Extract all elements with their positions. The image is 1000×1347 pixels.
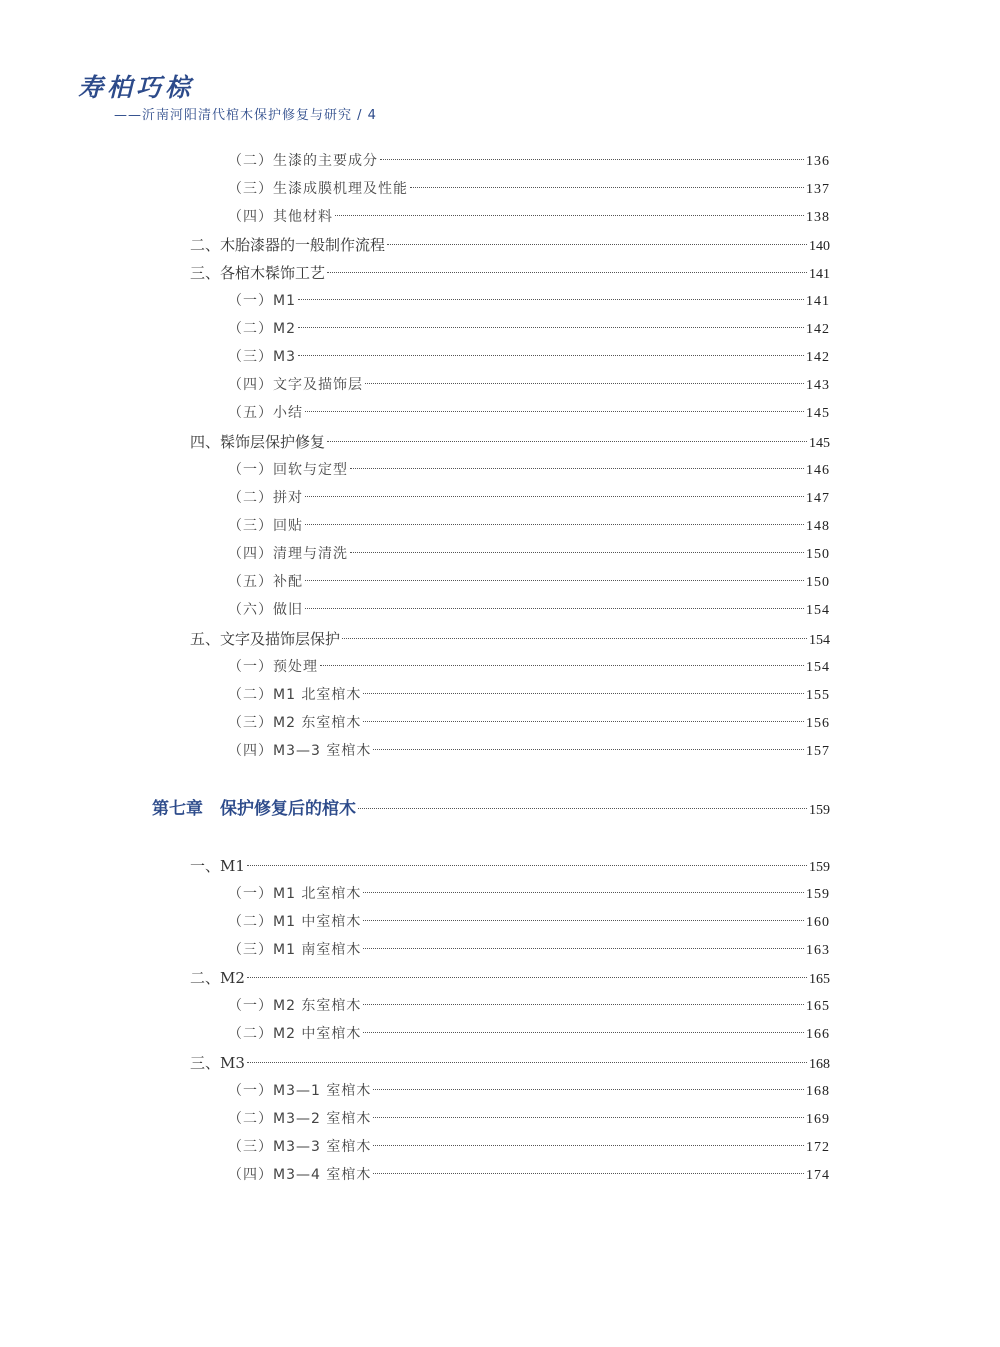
toc-entry[interactable] <box>228 884 830 904</box>
dot-leader <box>247 977 807 978</box>
dot-leader <box>363 693 804 694</box>
dot-leader <box>363 920 804 921</box>
toc-entry-label: （二）M1 北室棺木 <box>228 687 362 703</box>
toc-entry[interactable] <box>190 263 830 283</box>
dot-leader <box>305 524 804 525</box>
dot-leader <box>327 441 807 442</box>
toc-entry[interactable] <box>228 544 830 564</box>
toc-entry-page-number: 166 <box>806 1027 830 1042</box>
toc-entry-label: 第七章 保护修复后的棺木 <box>152 799 356 819</box>
dot-leader <box>298 355 804 356</box>
toc-entry-page-number: 140 <box>809 239 830 254</box>
dot-leader <box>363 721 804 722</box>
toc-entry-label: 二、木胎漆器的一般制作流程 <box>190 236 386 254</box>
toc-entry-label: （二）生漆的主要成分 <box>228 153 378 169</box>
toc-entry[interactable] <box>228 403 830 423</box>
toc-entry-page-number: 159 <box>809 803 830 818</box>
toc-entry[interactable] <box>228 713 830 733</box>
toc-entry-page-number: 141 <box>806 294 830 309</box>
toc-entry-page-number: 168 <box>809 1057 830 1072</box>
toc-entry-label: （一）M1 北室棺木 <box>228 886 362 902</box>
toc-entry-page-number: 154 <box>806 603 830 618</box>
toc-entry[interactable] <box>228 179 830 199</box>
toc-entry-label: （二）M3—2 室棺木 <box>228 1111 372 1127</box>
toc-entry[interactable] <box>190 1053 830 1073</box>
toc-entry-page-number: 163 <box>806 943 830 958</box>
toc-entry-page-number: 172 <box>806 1140 830 1155</box>
toc-entry[interactable] <box>190 629 830 649</box>
dot-leader <box>298 299 804 300</box>
toc-entry-page-number: 154 <box>809 633 830 648</box>
toc-entry[interactable] <box>228 912 830 932</box>
dot-leader <box>350 552 804 553</box>
dot-leader <box>373 749 804 750</box>
toc-entry-page-number: 169 <box>806 1112 830 1127</box>
toc-entry-label: （一）M1 <box>228 293 296 309</box>
toc-entry-page-number: 154 <box>806 660 830 675</box>
toc-entry-page-number: 174 <box>806 1168 830 1183</box>
toc-entry-page-number: 142 <box>806 350 830 365</box>
toc-entry[interactable] <box>228 1137 830 1157</box>
toc-entry[interactable] <box>190 432 830 452</box>
toc-entry-page-number: 148 <box>806 519 830 534</box>
toc-entry[interactable] <box>228 207 830 227</box>
toc-entry[interactable] <box>228 600 830 620</box>
toc-entry[interactable] <box>190 856 830 876</box>
dot-leader <box>410 187 804 188</box>
toc-entry-label: （二）M2 <box>228 321 296 337</box>
toc-entry-label: （二）M2 中室棺木 <box>228 1026 362 1042</box>
toc-entry-label: 三、M3 <box>190 1054 245 1072</box>
dot-leader <box>320 665 804 666</box>
toc-entry-page-number: 160 <box>806 915 830 930</box>
toc-entry-label: （三）生漆成膜机理及性能 <box>228 181 408 197</box>
toc-entry-page-number: 142 <box>806 322 830 337</box>
toc-entry-label: （五）小结 <box>228 405 303 421</box>
toc-entry[interactable] <box>228 1165 830 1185</box>
dot-leader <box>342 638 807 639</box>
toc-entry-page-number: 138 <box>806 210 830 225</box>
toc-entry-page-number: 168 <box>806 1084 830 1099</box>
dot-leader <box>350 468 804 469</box>
toc-entry-page-number: 136 <box>806 154 830 169</box>
toc-entry-label: （三）回贴 <box>228 518 303 534</box>
dot-leader <box>387 244 807 245</box>
toc-entry-page-number: 156 <box>806 716 830 731</box>
toc-entry-label: （三）M1 南室棺木 <box>228 942 362 958</box>
toc-entry[interactable] <box>228 657 830 677</box>
dot-leader <box>373 1145 804 1146</box>
toc-entry-label: （二）拼对 <box>228 490 303 506</box>
toc-entry-label: 五、文字及描饰层保护 <box>190 630 341 648</box>
toc-entry-label: （一）M2 东室棺木 <box>228 998 362 1014</box>
toc-entry[interactable] <box>228 516 830 536</box>
dot-leader <box>373 1089 804 1090</box>
toc-entry-label: 一、M1 <box>190 857 245 875</box>
toc-entry-label: （一）回软与定型 <box>228 462 348 478</box>
toc-entry[interactable] <box>190 968 830 988</box>
dot-leader <box>305 411 804 412</box>
toc-entry-label: （四）M3—4 室棺木 <box>228 1167 372 1183</box>
toc-entry[interactable] <box>228 460 830 480</box>
toc-entry[interactable] <box>228 151 830 171</box>
book-subtitle: ——沂南河阳清代棺木保护修复与研究 / 4 <box>114 108 377 123</box>
dot-leader <box>305 496 804 497</box>
toc-entry[interactable] <box>228 1081 830 1101</box>
dot-leader <box>247 1062 807 1063</box>
toc-entry-label: （四）其他材料 <box>228 209 333 225</box>
toc-entry-page-number: 145 <box>809 436 830 451</box>
dot-leader <box>298 327 804 328</box>
toc-entry[interactable] <box>228 375 830 395</box>
toc-entry-label: 三、各棺木髹饰工艺 <box>190 264 326 282</box>
toc-entry[interactable] <box>228 940 830 960</box>
toc-entry-label: （五）补配 <box>228 574 303 590</box>
toc-entry[interactable] <box>228 319 830 339</box>
toc-entry[interactable] <box>228 685 830 705</box>
dot-leader <box>363 948 804 949</box>
toc-entry-page-number: 150 <box>806 575 830 590</box>
dot-leader <box>380 159 804 160</box>
toc-entry-page-number: 165 <box>806 999 830 1014</box>
toc-entry-page-number: 150 <box>806 547 830 562</box>
toc-entry[interactable] <box>228 996 830 1016</box>
toc-entry[interactable] <box>228 741 830 761</box>
dot-leader <box>247 865 807 866</box>
dot-leader <box>327 272 807 273</box>
toc-entry-label: （四）文字及描饰层 <box>228 377 363 393</box>
toc-entry-page-number: 165 <box>809 972 830 987</box>
toc-entry-page-number: 157 <box>806 744 830 759</box>
toc-entry-label: （二）M1 中室棺木 <box>228 914 362 930</box>
toc-entry[interactable] <box>228 347 830 367</box>
toc-entry-page-number: 143 <box>806 378 830 393</box>
dot-leader <box>335 215 804 216</box>
toc-entry[interactable] <box>228 488 830 508</box>
toc-entry-page-number: 145 <box>806 406 830 421</box>
toc-entry[interactable] <box>228 291 830 311</box>
toc-entry-page-number: 137 <box>806 182 830 197</box>
toc-entry-label: （一）预处理 <box>228 659 318 675</box>
toc-entry[interactable] <box>228 1109 830 1129</box>
toc-entry-page-number: 159 <box>809 860 830 875</box>
dot-leader <box>365 383 804 384</box>
dot-leader <box>363 892 804 893</box>
toc-entry-label: （三）M2 东室棺木 <box>228 715 362 731</box>
toc-entry-label: 四、髹饰层保护修复 <box>190 433 326 451</box>
dot-leader <box>363 1004 804 1005</box>
dot-leader <box>305 608 804 609</box>
toc-entry-label: （四）M3—3 室棺木 <box>228 743 372 759</box>
toc-chapter-entry[interactable] <box>152 799 830 819</box>
toc-entry-label: （六）做旧 <box>228 602 303 618</box>
toc-entry-page-number: 147 <box>806 491 830 506</box>
dot-leader <box>305 580 804 581</box>
toc-entry[interactable] <box>190 235 830 255</box>
toc-entry-label: （四）清理与清洗 <box>228 546 348 562</box>
toc-entry-page-number: 141 <box>809 267 830 282</box>
toc-entry-page-number: 146 <box>806 463 830 478</box>
book-title: 寿柏巧棕 <box>78 73 195 102</box>
toc-entry[interactable] <box>228 572 830 592</box>
dot-leader <box>363 1032 804 1033</box>
toc-entry-label: （三）M3 <box>228 349 296 365</box>
dot-leader <box>358 808 807 809</box>
dot-leader <box>373 1173 804 1174</box>
dot-leader <box>373 1117 804 1118</box>
toc-entry[interactable] <box>228 1024 830 1044</box>
toc-entry-page-number: 159 <box>806 887 830 902</box>
toc-entry-label: （一）M3—1 室棺木 <box>228 1083 372 1099</box>
toc-entry-label: 二、M2 <box>190 969 245 987</box>
toc-entry-label: （三）M3—3 室棺木 <box>228 1139 372 1155</box>
toc-entry-page-number: 155 <box>806 688 830 703</box>
